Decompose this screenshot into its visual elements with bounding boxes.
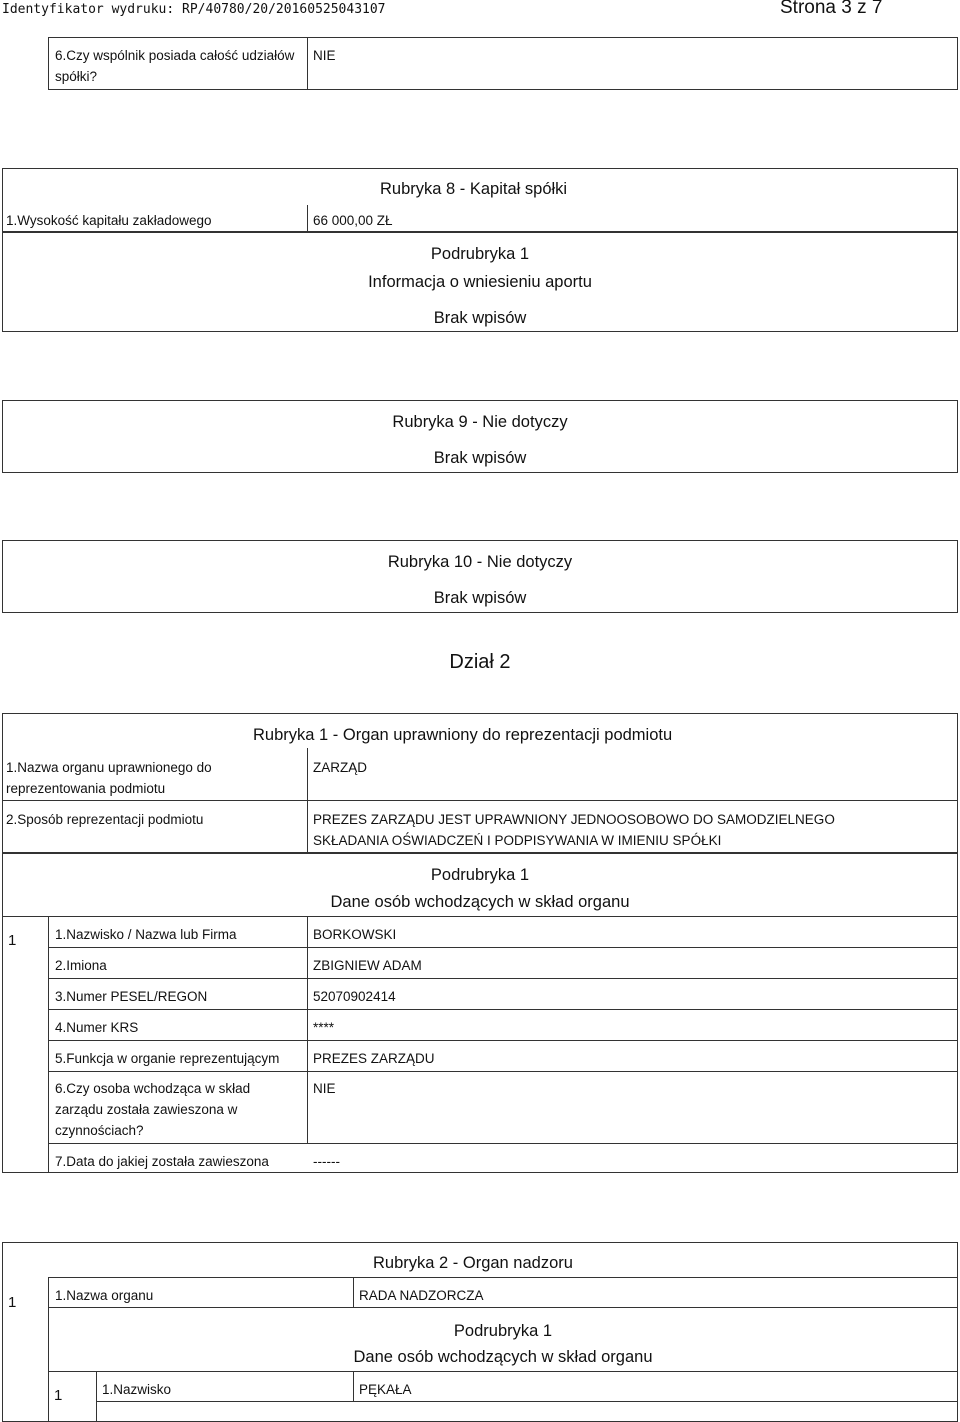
organ-name-label: 1.Nazwa organu uprawnionego do reprezentowania podmiotu	[6, 760, 212, 796]
rubryka8-sub-title: Podrubryka 1	[430, 245, 530, 263]
representation-label: 2.Sposób reprezentacji podmiotu	[6, 812, 204, 827]
function-label: 5.Funkcja w organie reprezentującym	[55, 1051, 280, 1066]
rubryka10-title: Rubryka 10 - Nie dotyczy	[387, 553, 573, 571]
function-value: PREZES ZARZĄDU	[313, 1051, 435, 1066]
shareholder-value: NIE	[313, 48, 336, 63]
capital-value: 66 000,00 ZŁ	[313, 213, 393, 228]
surname-label: 1.Nazwisko / Nazwa lub Firma	[55, 927, 237, 942]
capital-label: 1.Wysokość kapitału zakładowego	[6, 213, 212, 228]
organ-name-value: ZARZĄD	[313, 760, 367, 775]
rubryka8-title: Rubryka 8 - Kapitał spółki	[380, 180, 568, 198]
pesel-value: 52070902414	[313, 989, 396, 1004]
surname-value: BORKOWSKI	[313, 927, 397, 942]
rubryka8-empty: Brak wpisów	[433, 309, 527, 327]
names-label: 2.Imiona	[55, 958, 107, 973]
rubryka9-empty: Brak wpisów	[433, 449, 527, 467]
d2r1-sub-title: Podrubryka 1	[430, 866, 530, 884]
d2r2-index: 1	[8, 1294, 17, 1311]
d2r2-title: Rubryka 2 - Organ nadzoru	[373, 1254, 573, 1272]
representation-value: PREZES ZARZĄDU JEST UPRAWNIONY JEDNOOSOBOWO DO SAMODZIELNEGO SKŁADANIA OŚWIADCZEŃ I PODPISYWANIA W IMIENIU SPÓŁKI	[313, 812, 835, 848]
suspension-date-label: 7.Data do jakiej została zawieszona	[55, 1154, 269, 1169]
krs-label: 4.Numer KRS	[55, 1020, 139, 1035]
section-title: Dział 2	[449, 651, 511, 673]
supervisory-name-label: 1.Nazwa organu	[55, 1288, 154, 1303]
pesel-label: 3.Numer PESEL/REGON	[55, 989, 208, 1004]
d2r2-person-index: 1	[54, 1387, 63, 1404]
d2r2-sub-title: Podrubryka 1	[453, 1322, 553, 1340]
d2r1-title: Rubryka 1 - Organ uprawniony do reprezentacji podmiotu	[253, 726, 673, 744]
suspended-value: NIE	[313, 1081, 336, 1096]
print-identifier: Identyfikator wydruku: RP/40780/20/20160525043107	[2, 2, 386, 17]
suspended-label: 6.Czy osoba wchodząca w skład zarządu została zawieszona w czynnościach?	[55, 1081, 251, 1138]
names-value: ZBIGNIEW ADAM	[313, 958, 422, 973]
d2r2-surname-value: PĘKAŁA	[359, 1382, 412, 1397]
suspension-date-value: ------	[313, 1154, 340, 1169]
d2r2-surname-label: 1.Nazwisko	[102, 1382, 172, 1397]
d2r2-sub-subtitle: Dane osób wchodzących w skład organu	[353, 1348, 653, 1366]
page-number: Strona 3 z 7	[780, 0, 883, 18]
supervisory-name-value: RADA NADZORCZA	[359, 1288, 484, 1303]
rubryka10-empty: Brak wpisów	[433, 589, 527, 607]
d2r1-sub-subtitle: Dane osób wchodzących w skład organu	[330, 893, 630, 911]
rubryka8-sub-subtitle: Informacja o wniesieniu aportu	[368, 273, 592, 291]
rubryka9-title: Rubryka 9 - Nie dotyczy	[392, 413, 568, 431]
krs-value: ****	[313, 1020, 335, 1035]
shareholder-label: 6.Czy wspólnik posiada całość udziałów spółki?	[55, 48, 295, 84]
person-index: 1	[8, 932, 17, 949]
